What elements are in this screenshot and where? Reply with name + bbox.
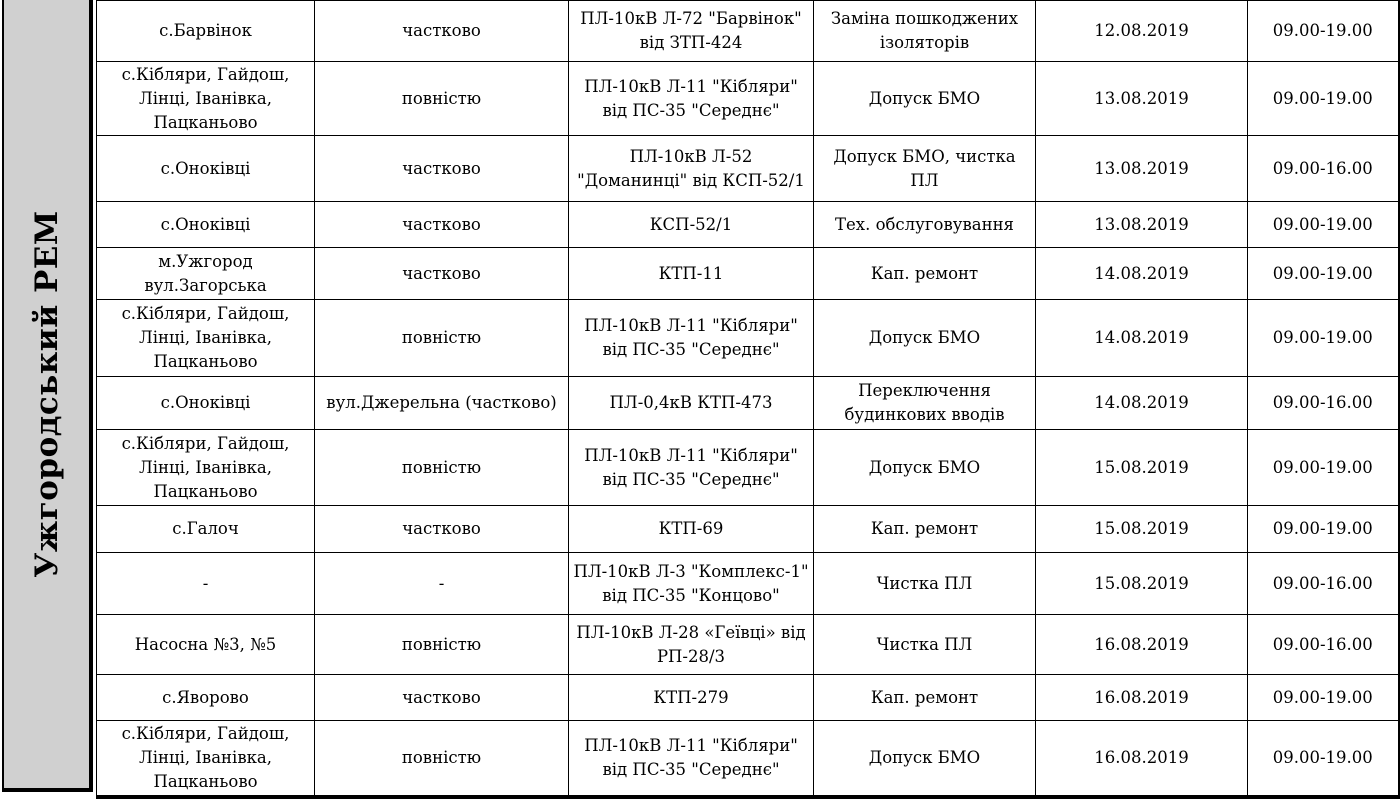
scope-cell: повністю: [315, 300, 569, 377]
date-cell: 16.08.2019: [1036, 615, 1248, 675]
table-row: [97, 248, 1399, 300]
time-cell: 09.00-16.00: [1248, 615, 1399, 675]
object-cell: ПЛ-10кВ Л-11 "Кібляри" від ПС-35 "Середнє": [569, 721, 814, 797]
scope-cell: частково: [315, 202, 569, 248]
time-cell: 09.00-16.00: [1248, 553, 1399, 615]
settlement-cell: с.Оноківці: [97, 202, 315, 248]
date-cell: 16.08.2019: [1036, 721, 1248, 797]
district-label-cell: [2, 0, 93, 792]
scope-cell: -: [315, 553, 569, 615]
time-cell: 09.00-16.00: [1248, 377, 1399, 430]
date-cell: 15.08.2019: [1036, 506, 1248, 553]
table-row: [97, 721, 1399, 797]
date-cell: 13.08.2019: [1036, 136, 1248, 202]
date-cell: 14.08.2019: [1036, 248, 1248, 300]
scope-cell: повністю: [315, 430, 569, 506]
time-cell: 09.00-19.00: [1248, 430, 1399, 506]
work-cell: Кап. ремонт: [814, 248, 1036, 300]
table-row: [97, 553, 1399, 615]
work-cell: Допуск БМО: [814, 300, 1036, 377]
object-cell: ПЛ-10кВ Л-3 "Комплекс-1" від ПС-35 "Концово": [569, 553, 814, 615]
settlement-cell: с.Оноківці: [97, 377, 315, 430]
object-cell: КТП-279: [569, 675, 814, 721]
settlement-cell: Насосна №3, №5: [97, 615, 315, 675]
scope-cell: повністю: [315, 721, 569, 797]
time-cell: 09.00-19.00: [1248, 1, 1399, 62]
work-cell: Переключення будинкових вводів: [814, 377, 1036, 430]
date-cell: 13.08.2019: [1036, 202, 1248, 248]
object-cell: КТП-69: [569, 506, 814, 553]
work-cell: Кап. ремонт: [814, 675, 1036, 721]
date-cell: 15.08.2019: [1036, 553, 1248, 615]
time-cell: 09.00-19.00: [1248, 62, 1399, 136]
work-cell: Кап. ремонт: [814, 506, 1036, 553]
scope-cell: частково: [315, 506, 569, 553]
scope-cell: повністю: [315, 615, 569, 675]
district-label: Ужгородський РЕМ: [28, 210, 65, 578]
date-cell: 12.08.2019: [1036, 1, 1248, 62]
scope-cell: повністю: [315, 62, 569, 136]
table-row: [97, 136, 1399, 202]
scope-cell: частково: [315, 1, 569, 62]
time-cell: 09.00-19.00: [1248, 202, 1399, 248]
time-cell: 09.00-19.00: [1248, 248, 1399, 300]
work-cell: Тех. обслуговування: [814, 202, 1036, 248]
object-cell: ПЛ-10кВ Л-52 "Доманинці" від КСП-52/1: [569, 136, 814, 202]
object-cell: ПЛ-0,4кВ КТП-473: [569, 377, 814, 430]
time-cell: 09.00-19.00: [1248, 300, 1399, 377]
table-row: [97, 62, 1399, 136]
work-cell: Заміна пошкоджених ізоляторів: [814, 1, 1036, 62]
settlement-cell: с.Галоч: [97, 506, 315, 553]
table-row: [97, 300, 1399, 377]
object-cell: ПЛ-10кВ Л-72 "Барвінок" від ЗТП-424: [569, 1, 814, 62]
settlement-cell: с.Кібляри, Гайдош, Лінці, Іванівка, Пацканьово: [97, 300, 315, 377]
work-cell: Чистка ПЛ: [814, 615, 1036, 675]
table-row: [97, 506, 1399, 553]
date-cell: 14.08.2019: [1036, 377, 1248, 430]
table-row: [97, 202, 1399, 248]
settlement-cell: с.Барвінок: [97, 1, 315, 62]
date-cell: 16.08.2019: [1036, 675, 1248, 721]
scope-cell: вул.Джерельна (частково): [315, 377, 569, 430]
object-cell: ПЛ-10кВ Л-11 "Кібляри" від ПС-35 "Середнє": [569, 62, 814, 136]
scope-cell: частково: [315, 675, 569, 721]
object-cell: ПЛ-10кВ Л-28 «Геївці» від РП-28/3: [569, 615, 814, 675]
table-row: [97, 675, 1399, 721]
outage-table: [96, 0, 1400, 799]
table-row: [97, 1, 1399, 62]
work-cell: Допуск БМО: [814, 430, 1036, 506]
settlement-cell: с.Оноківці: [97, 136, 315, 202]
object-cell: КТП-11: [569, 248, 814, 300]
work-cell: Допуск БМО: [814, 62, 1036, 136]
scope-cell: частково: [315, 248, 569, 300]
object-cell: КСП-52/1: [569, 202, 814, 248]
object-cell: ПЛ-10кВ Л-11 "Кібляри" від ПС-35 "Середнє": [569, 300, 814, 377]
table-row: [97, 377, 1399, 430]
settlement-cell: -: [97, 553, 315, 615]
time-cell: 09.00-16.00: [1248, 136, 1399, 202]
settlement-cell: м.Ужгород вул.Загорська: [97, 248, 315, 300]
time-cell: 09.00-19.00: [1248, 675, 1399, 721]
scope-cell: частково: [315, 136, 569, 202]
object-cell: ПЛ-10кВ Л-11 "Кібляри" від ПС-35 "Середнє": [569, 430, 814, 506]
settlement-cell: с.Кібляри, Гайдош, Лінці, Іванівка, Пацканьово: [97, 430, 315, 506]
date-cell: 13.08.2019: [1036, 62, 1248, 136]
outage-table-body: [97, 1, 1399, 797]
time-cell: 09.00-19.00: [1248, 721, 1399, 797]
table-row: [97, 430, 1399, 506]
settlement-cell: с.Кібляри, Гайдош, Лінці, Іванівка, Пацканьово: [97, 721, 315, 797]
settlement-cell: с.Кібляри, Гайдош, Лінці, Іванівка, Пацканьово: [97, 62, 315, 136]
date-cell: 15.08.2019: [1036, 430, 1248, 506]
table-row: [97, 615, 1399, 675]
time-cell: 09.00-19.00: [1248, 506, 1399, 553]
work-cell: Допуск БМО, чистка ПЛ: [814, 136, 1036, 202]
date-cell: 14.08.2019: [1036, 300, 1248, 377]
work-cell: Чистка ПЛ: [814, 553, 1036, 615]
settlement-cell: с.Яворово: [97, 675, 315, 721]
work-cell: Допуск БМО: [814, 721, 1036, 797]
